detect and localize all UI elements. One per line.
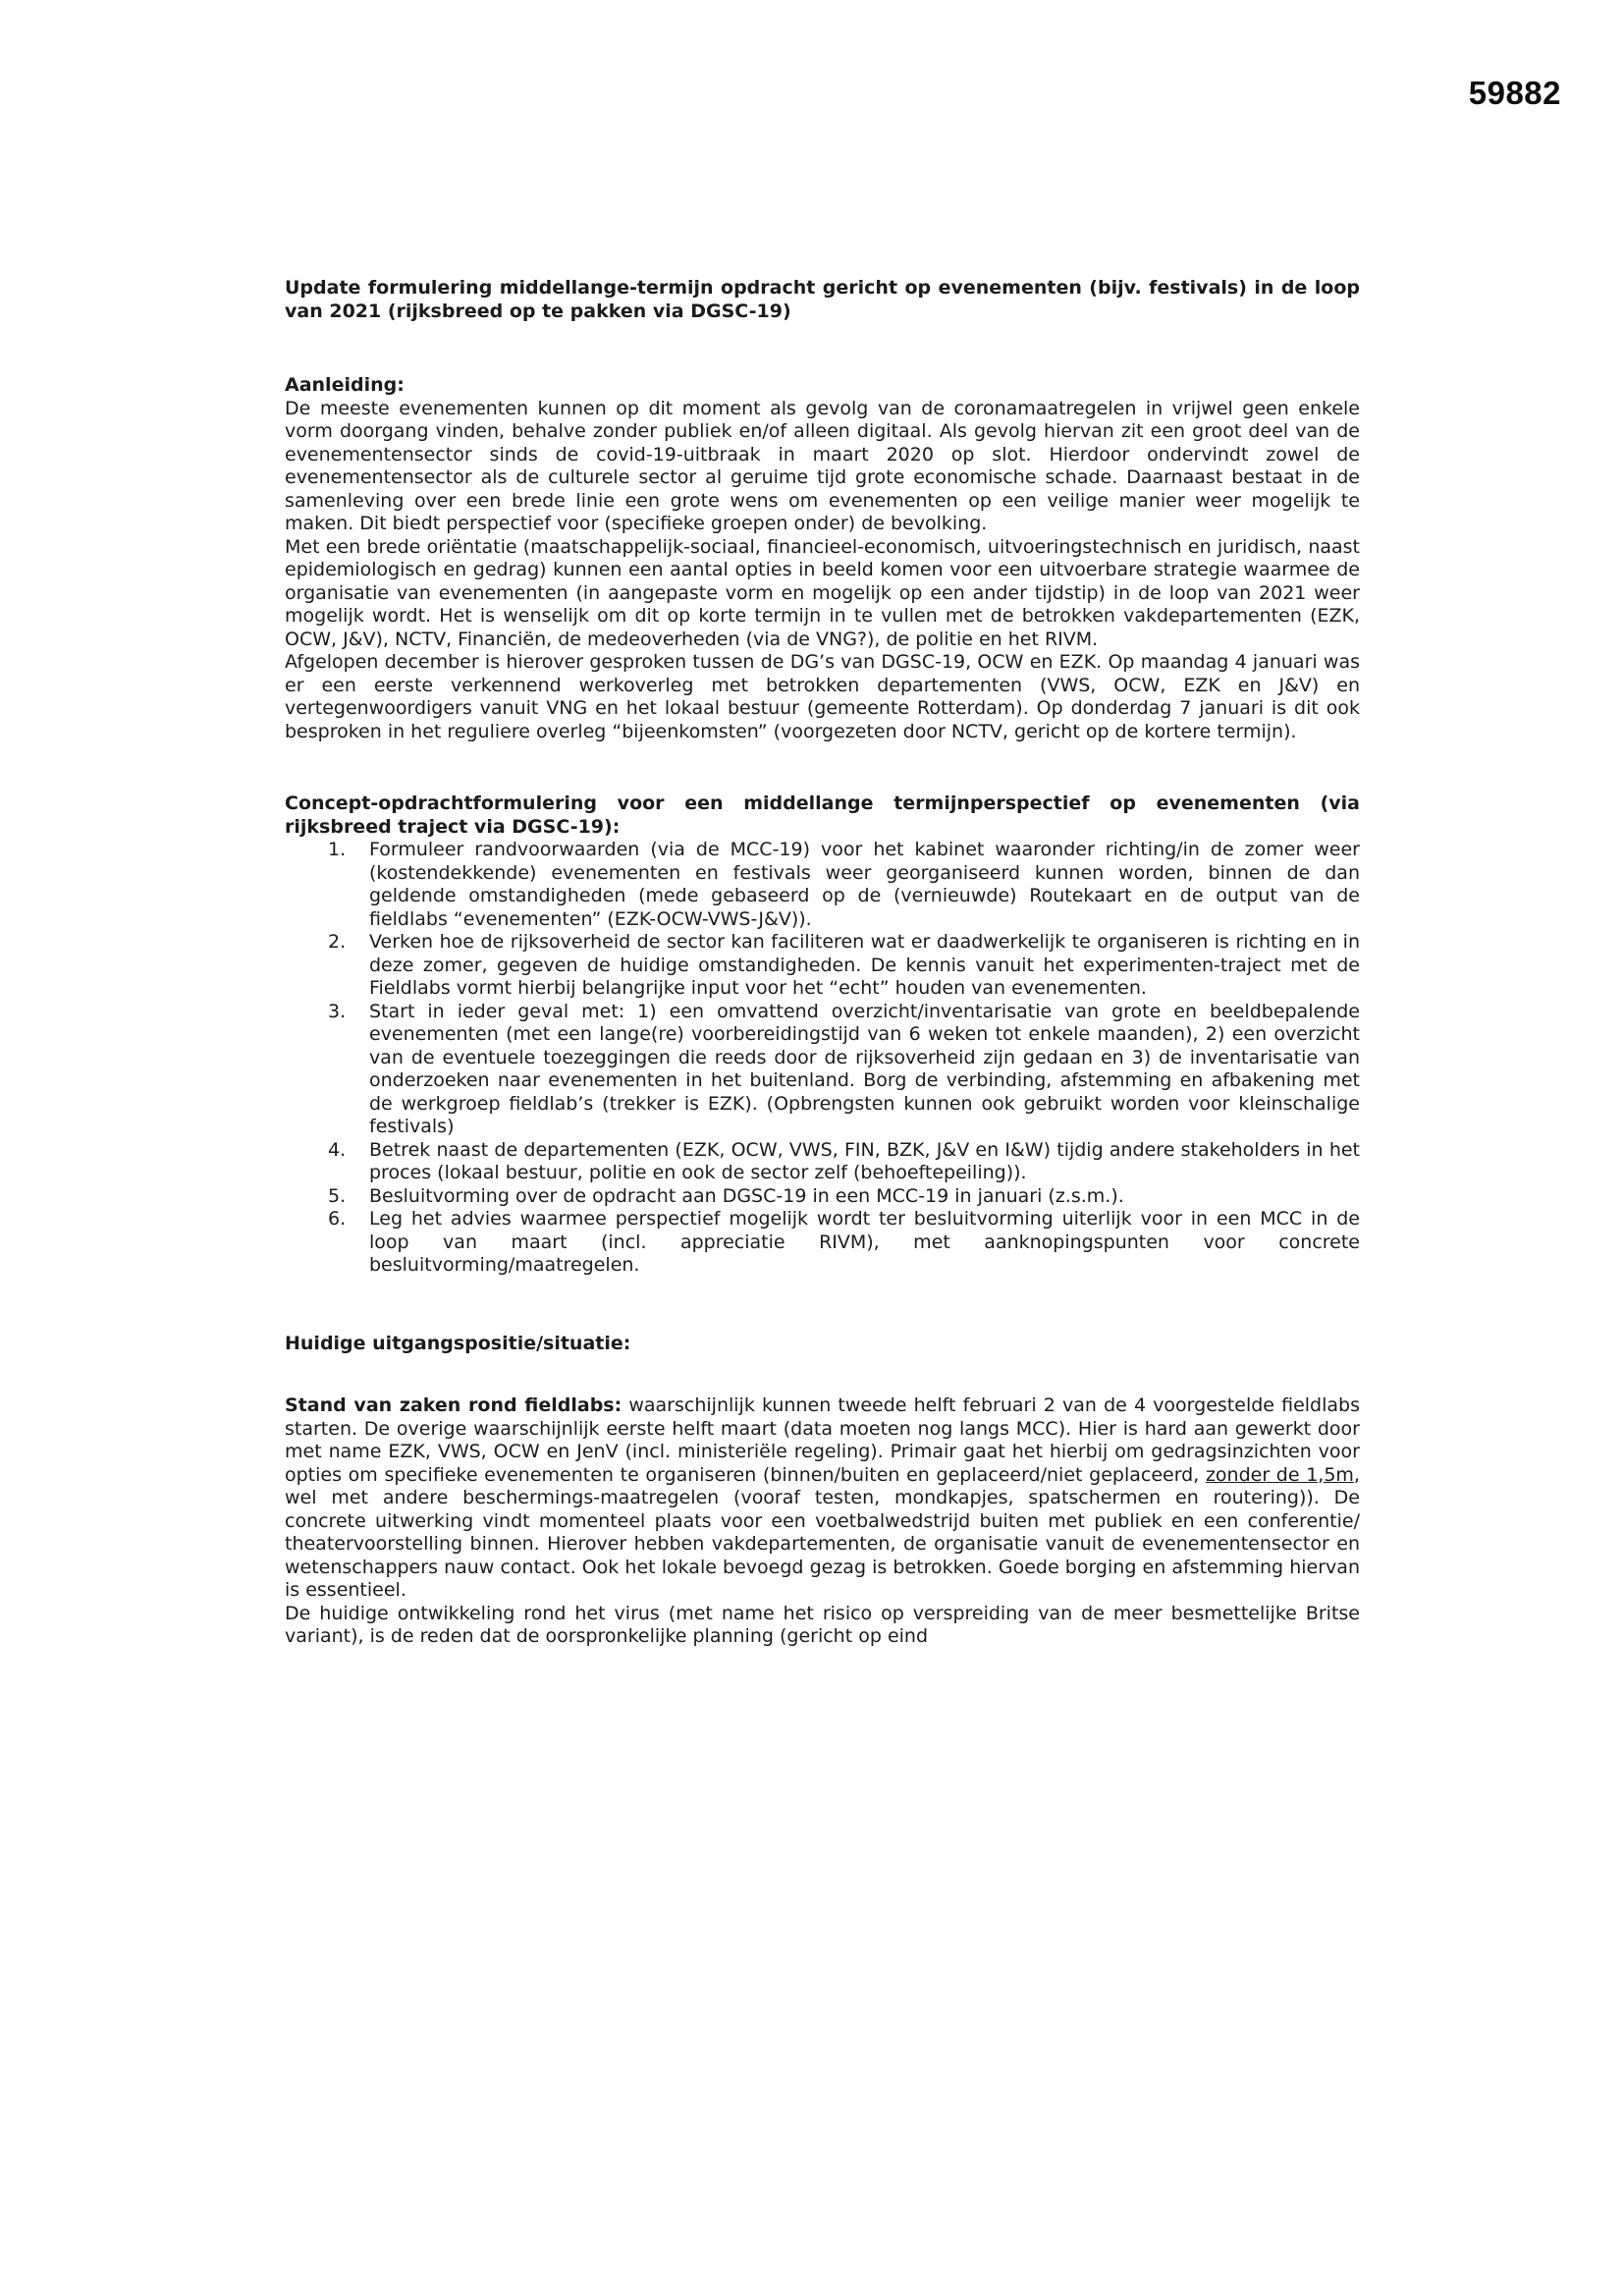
list-item-number: 3. <box>328 1000 347 1022</box>
aanleiding-heading: Aanleiding: <box>285 374 405 396</box>
opdracht-list <box>285 839 1360 1278</box>
list-item-number: 6. <box>328 1208 347 1230</box>
list-item-text: Betrek naast de departementen (EZK, OCW, VWS, FIN, BZK, J&V en I&W) tijdig andere stakeholders in het proces (lokaal bestuur, politie en ook de sector zelf (behoeftepeiling)). <box>369 1138 1360 1183</box>
list-item-text: Leg het advies waarmee perspectief mogelijk wordt ter besluitvorming uiterlijk voor in een MCC in de loop van maart (incl. appreciatie RIVM), met aanknopingspunten voor concrete besluitvorming/maatregelen. <box>369 1208 1360 1276</box>
fieldlabs-text-1: waarschijnlijk kunnen tweede helft februari 2 van de 4 voorgestelde fieldlabs starten. De overige waarschijnlijk eerste helft maart (data moeten nog langs MCC). Hier is hard aan gewerkt door met name EZK, VWS, OCW en JenV (incl. ministeriële regeling). Primair gaat het hierbij om gedragsinzichten voor opties om specifieke evenementen te organiseren (binnen/buiten en geplaceerd/niet geplaceerd, <box>285 1394 1360 1486</box>
list-item-text: Start in ieder geval met: 1) een omvattend overzicht/inventarisatie van grote en beeldbepalende evenementen (met een lange(re) voorbereidingstijd van 6 weken tot enkele maanden), 2) een overzicht van de eventuele toezeggingen die reeds door de rijksoverheid zijn gedaan en 3) de inventarisatie van onderzoeken naar evenementen in het buitenland. Borg de verbinding, afstemming en afbakening met de werkgroep fieldlab’s (trekker is EZK). (Opbrengsten kunnen ook gebruikt worden voor kleinschalige festivals) <box>369 1000 1360 1137</box>
list-item-text: Verken hoe de rijksoverheid de sector kan faciliteren wat er daadwerkelijk te organiseren is richting en in deze zomer, gegeven de huidige omstandigheden. De kennis vanuit het experimenten-traject met de Fieldlabs vormt hierbij belangrijke input voor het “echt” houden van evenementen. <box>369 931 1360 999</box>
list-item-number: 4. <box>328 1138 347 1161</box>
list-item-number: 1. <box>328 839 347 860</box>
list-item <box>285 1001 1360 1139</box>
aanleiding-paragraph-3: Afgelopen december is hierover gesproken tussen de DG’s van DGSC-19, OCW en EZK. Op maandag 4 januari was er een eerste verkennend werkoverleg met betrokken departementen (VWS, OCW, EZK en J&V) en vertegenwoordigers vanuit VNG en het lokaal bestuur (gemeente Rotterdam). Op donderdag 7 januari is dit ook besproken in het reguliere overleg “bijeenkomsten” (voorgezeten door NCTV, gericht op de kortere termijn). <box>285 651 1360 742</box>
fieldlabs-paragraph <box>285 1394 1360 1603</box>
list-item <box>285 1139 1360 1185</box>
list-item <box>285 1185 1360 1209</box>
concept-heading: Concept-opdrachtformulering voor een middellange termijnperspectief op evenementen (via rijksbreed traject via DGSC-19): <box>285 793 1360 838</box>
aanleiding-paragraph-2: Met een brede oriëntatie (maatschappelijk-sociaal, financieel-economisch, uitvoeringstechnisch en juridisch, naast epidemiologisch en gedrag) kunnen een aantal opties in beeld komen voor een uitvoerbare strategie waarmee de organisatie van evenementen (in aangepaste vorm en mogelijk op een ander tijdstip) in de loop van 2021 weer mogelijk wordt. Het is wenselijk om dit op korte termijn in te vullen met de betrokken vakdepartementen (EZK, OCW, J&V), NCTV, Financiën, de medeoverheden (via de VNG?), de politie en het RIVM. <box>285 535 1360 650</box>
list-item-text: Formuleer randvoorwaarden (via de MCC-19) voor het kabinet waaronder richting/in de zomer weer (kostendekkende) evenementen en festivals weer georganiseerd kunnen worden, binnen de dan geldende omstandigheden (mede gebaseerd op de (vernieuwde) Routekaart en de output van de fieldlabs “evenementen” (EZK-OCW-VWS-J&V)). <box>369 839 1360 930</box>
aanleiding-paragraph-1: De meeste evenementen kunnen op dit moment als gevolg van de coronamaatregelen in vrijwel geen enkele vorm doorgang vinden, behalve zonder publiek en/of alleen digitaal. Als gevolg hiervan zit een groot deel van de evenementensector sinds de covid-19-uitbraak in maart 2020 op slot. Hierdoor ondervindt zowel de evenementensector als de culturele sector al geruime tijd grote economische schade. Daarnaast bestaat in de samenleving over een brede linie een grote wens om evenementen op een veilige manier weer mogelijk te maken. Dit biedt perspectief voor (specifieke groepen onder) de bevolking. <box>285 397 1360 534</box>
list-item-number: 2. <box>328 931 347 953</box>
document-title: Update formulering middellange-termijn opdracht gericht op evenementen (bijv. festivals) in de loop van 2021 (rijksbreed op te pakken via DGSC-19) <box>285 277 1360 322</box>
list-item-text: Besluitvorming over de opdracht aan DGSC-19 in een MCC-19 in januari (z.s.m.). <box>369 1184 1124 1207</box>
fieldlabs-lead: Stand van zaken rond fieldlabs: <box>285 1394 623 1416</box>
fieldlabs-underlined-text: zonder de 1,5m <box>1205 1463 1354 1486</box>
list-item <box>285 931 1360 1001</box>
doc-number: 59882 <box>1468 75 1561 111</box>
list-item <box>285 1208 1360 1278</box>
list-item-number: 5. <box>328 1184 347 1207</box>
huidige-heading: Huidige uitgangspositie/situatie: <box>285 1332 631 1354</box>
fieldlabs-text-2: , wel met andere beschermings-maatregelen (vooraf testen, mondkapjes, spatschermen en routering)). De concrete uitwerking vindt momenteel plaats voor een voetbalwedstrijd buiten met publiek en een conferentie/ theatervoorstelling binnen. Hierover hebben vakdepartementen, de organisatie vanuit de evenementensector en wetenschappers nauw contact. Ook het lokale bevoegd gezag is betrokken. Goede borging en afstemming hiervan is essentieel. <box>285 1463 1360 1601</box>
list-item <box>285 839 1360 931</box>
document-content <box>285 277 1360 1649</box>
closing-paragraph: De huidige ontwikkeling rond het virus (met name het risico op verspreiding van de meer besmettelijke Britse variant), is de reden dat de oorspronkelijke planning (gericht op eind <box>285 1602 1360 1647</box>
